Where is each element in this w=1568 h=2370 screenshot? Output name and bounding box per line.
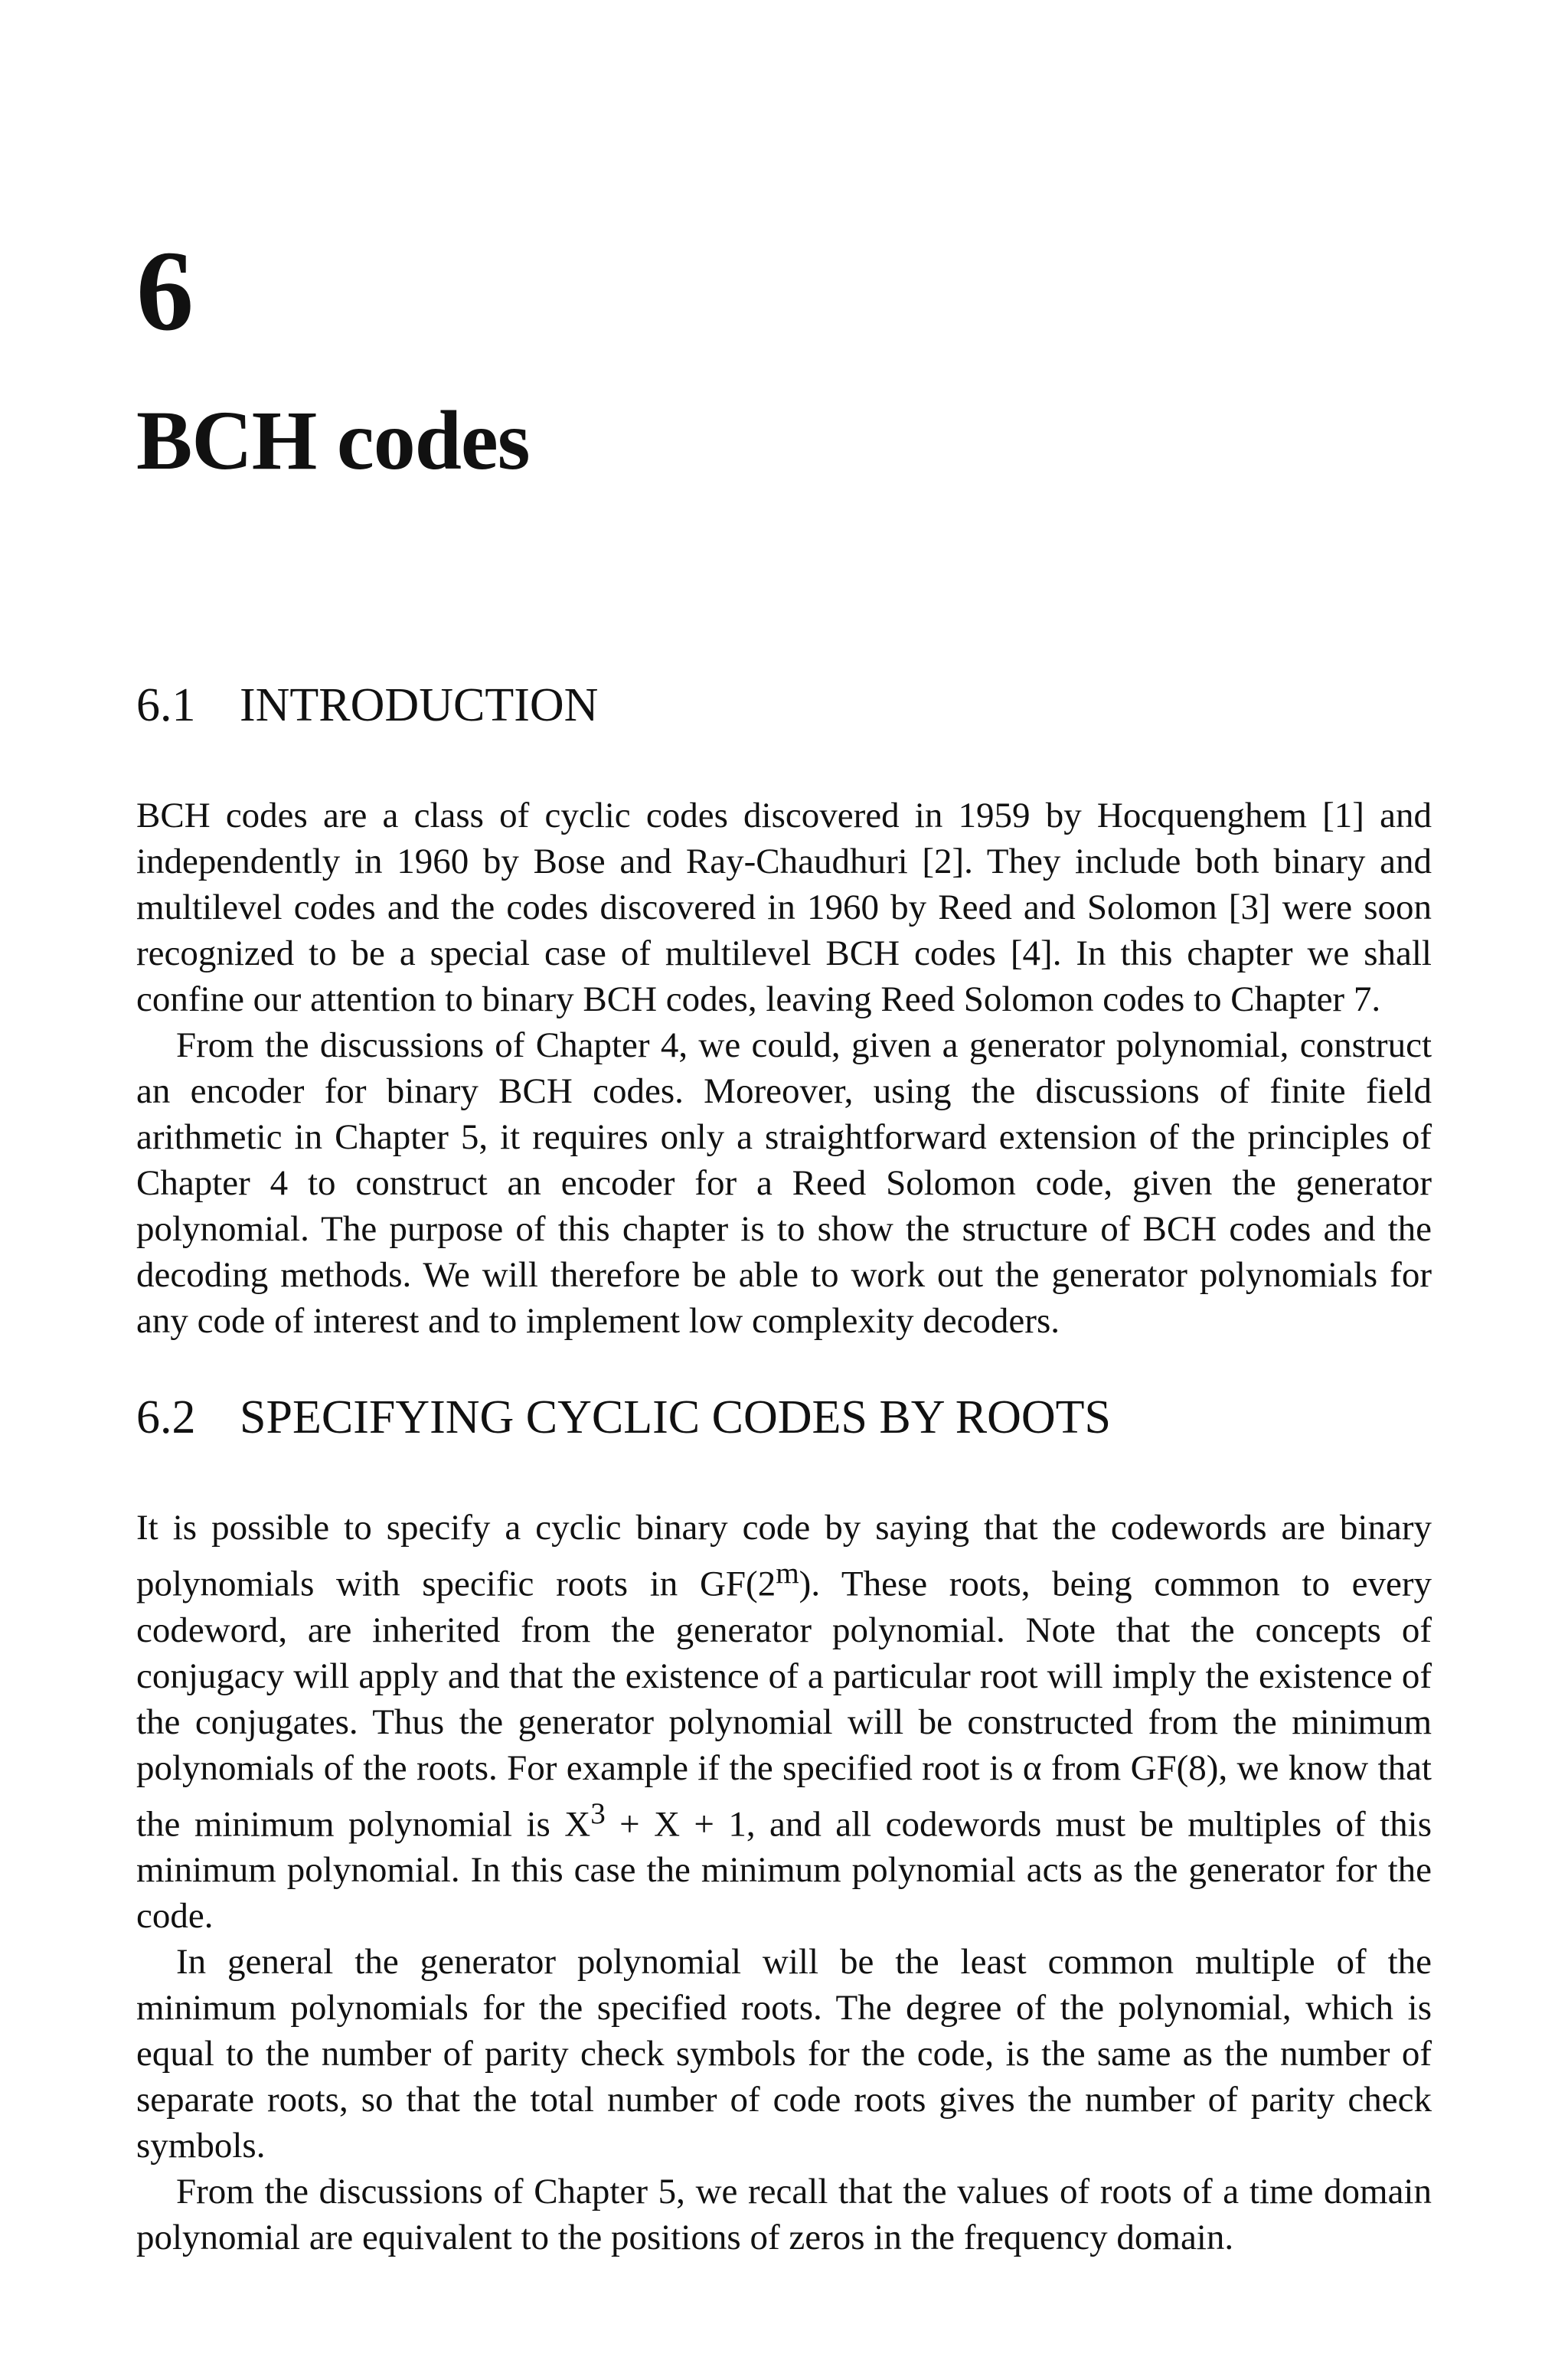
paragraph: From the discussions of Chapter 4, we could, given a generator polynomial, construct an encoder for binary BCH codes. Moreover, using the discussions of finite field arithmetic in Chapter 5, it requires only a straightforward extension of the principles of Chapter 4 to construct an encoder for a Reed Solomon code, given the generator polynomial. The purpose of this chapter is to show the structure of BCH codes and the decoding methods. We will therefore be able to work out the generator polynomials for any code of interest and to implement low complexity decoders. (136, 1025, 1432, 1341)
paragraph: In general the generator polynomial will be the least common multiple of the minimum polynomials for the specified roots. The degree of the polynomial, which is equal to the number of parity check symbols for the code, is the same as the number of separate roots, so that the total number of code roots gives the number of parity check symbols. (136, 1942, 1432, 2166)
section-title: INTRODUCTION (240, 679, 599, 731)
section-title: SPECIFYING CYCLIC CODES BY ROOTS (240, 1391, 1111, 1443)
section-heading-introduction (136, 679, 599, 731)
section-heading-specifying-cyclic-codes (136, 1391, 1111, 1443)
section-body-introduction (136, 793, 1432, 1344)
section-number: 6.2 (136, 1391, 196, 1443)
chapter-number: 6 (136, 227, 194, 355)
chapter-title: BCH codes (136, 394, 530, 487)
paragraph: From the discussions of Chapter 5, we recall that the values of roots of a time domain polynomial are equivalent to the positions of zeros in the frequency domain. (136, 2172, 1432, 2258)
paragraph: BCH codes are a class of cyclic codes discovered in 1959 by Hocquenghem [1] and independently in 1960 by Bose and Ray-Chaudhuri [2]. They include both binary and multilevel codes and the codes discovered in 1960 by Reed and Solomon [3] were soon recognized to be a special case of multilevel BCH codes [4]. In this chapter we shall confine our attention to binary BCH codes, leaving Reed Solomon codes to Chapter 7. (136, 796, 1432, 1019)
section-body-specifying-cyclic-codes (136, 1505, 1432, 2260)
section-number: 6.1 (136, 679, 196, 731)
paragraph: It is possible to specify a cyclic binary code by saying that the codewords are binary polynomials with specific roots in GF(2$^m$). These roots, being common to every codeword, are inherited from the generator polynomial. Note that the concepts of conjugacy will apply and that the existence of a particular root will imply the existence of the conjugates. Thus the generator polynomial will be constructed from the minimum polynomials of the roots. For example if the specified root is α from GF(8), we know that the minimum polynomial is $X^3 + X + 1$, and all codewords must be multiples of this minimum polynomial. In this case the minimum polynomial acts as the generator for the code. (136, 1508, 1432, 1937)
